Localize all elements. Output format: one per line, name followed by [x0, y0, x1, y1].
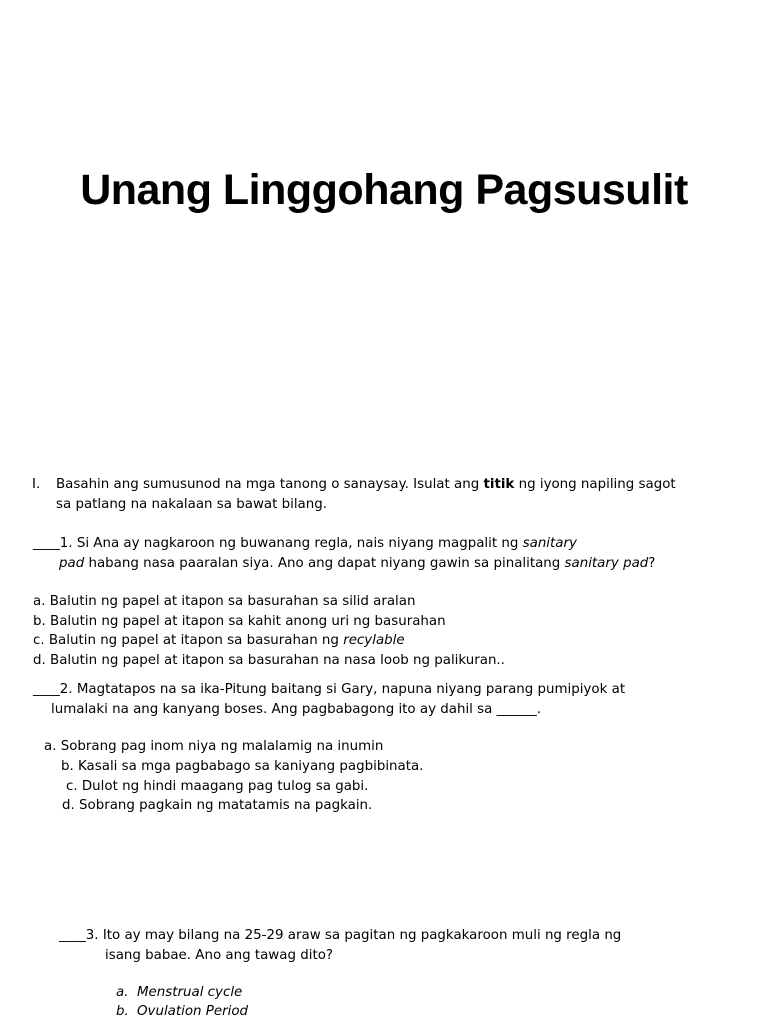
question-3-choice-a-letter: a. [116, 985, 129, 1000]
question-1-line-2 [59, 554, 655, 574]
instructions-numeral: I. [32, 477, 41, 492]
instructions-text-a: Basahin ang sumusunod na mga tanong o sanaysay. Isulat ang [56, 477, 484, 492]
instructions-emphasis: titik [483, 477, 515, 492]
question-2-choice-a: a. Sobrang pag inom niya ng malalamig na inumin [44, 739, 384, 754]
question-1-choice-c-italic: recylable [343, 633, 405, 648]
question-3-choice-b-text: Ovulation Period [137, 1004, 249, 1019]
question-1-text-2: habang nasa paaralan siya. Ano ang dapat niyang gawin sa pinalitang [84, 556, 565, 571]
question-2-line-1: ____2. Magtatapos na sa ika-Pitung baitang si Gary, napuna niyang parang pumipiyok at [33, 682, 626, 697]
page-title: Unang Linggohang Pagsusulit [80, 166, 688, 214]
question-2-choice-c: c. Dulot ng hindi maagang pag tulog sa gabi. [66, 779, 369, 794]
question-3-line-1: ____3. Ito ay may bilang na 25-29 araw sa pagitan ng pagkakaroon muli ng regla ng [59, 928, 622, 943]
question-1-italic: sanitary [522, 536, 577, 551]
question-2-choice-b: b. Kasali sa mga pagbabago sa kaniyang pagbibinata. [61, 759, 424, 774]
question-3-choice-a-text: Menstrual cycle [137, 985, 243, 1000]
question-1-italic-2: sanitary pad [564, 556, 649, 571]
question-3-line-2: isang babae. Ano ang tawag dito? [105, 948, 333, 963]
question-1-line-1 [33, 534, 577, 554]
question-1-choice-c [33, 631, 405, 651]
question-1-choice-d: d. Balutin ng papel at itapon sa basurahan na nasa loob ng palikuran.. [33, 653, 505, 668]
question-3-choice-b-letter: b. [116, 1004, 129, 1019]
question-1-choice-c-text: c. Balutin ng papel at itapon sa basurahan ng [33, 633, 344, 648]
instructions-line-1 [56, 475, 676, 495]
question-2-choice-d: d. Sobrang pagkain ng matatamis na pagkain. [62, 798, 373, 813]
question-1-end: ? [648, 556, 656, 571]
instructions-line-2: sa patlang na nakalaan sa bawat bilang. [56, 497, 328, 512]
question-1-text: ____1. Si Ana ay nagkaroon ng buwanang regla, nais niyang magpalit ng [33, 536, 523, 551]
question-1-italic-pad: pad [59, 556, 85, 571]
instructions-text-b: ng iyong napiling sagot [514, 477, 676, 492]
question-1-choice-b: b. Balutin ng papel at itapon sa kahit anong uri ng basurahan [33, 614, 446, 629]
question-2-line-2: lumalaki na ang kanyang boses. Ang pagbabagong ito ay dahil sa ______. [51, 702, 542, 717]
question-1-choice-a: a. Balutin ng papel at itapon sa basurahan sa silid aralan [33, 594, 416, 609]
